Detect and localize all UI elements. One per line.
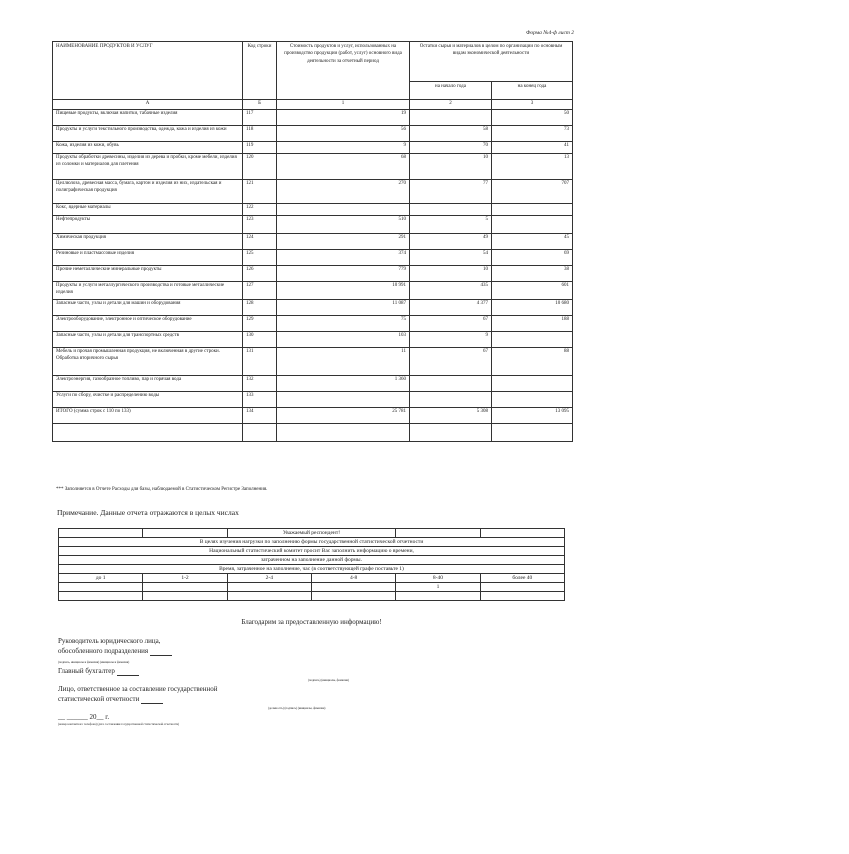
row-value[interactable]: 374 xyxy=(277,250,410,266)
head-caption: (подпись, инициалы и фамилия) (инициалы и фамилия) xyxy=(58,660,130,664)
resp-line-a: Лицо, ответственное за составление государственной xyxy=(58,685,218,693)
form-label: Форма №4-ф лист 2 xyxy=(525,30,574,36)
table-row-empty xyxy=(53,424,573,442)
row-stock-end[interactable]: 707 xyxy=(492,180,573,204)
time-mark-cell[interactable] xyxy=(311,592,395,601)
row-stock-start[interactable]: 70 xyxy=(410,142,492,154)
row-code: 129 xyxy=(243,316,277,332)
table-row xyxy=(53,142,573,154)
row-code: 123 xyxy=(243,216,277,234)
time-option: 2-4 xyxy=(227,574,311,583)
table-row xyxy=(53,392,573,408)
header-name: НАИМЕНОВАНИЕ ПРОДУКТОВ И УСЛУГ xyxy=(53,42,243,100)
column-index: Б xyxy=(243,100,277,110)
row-code: 127 xyxy=(243,282,277,300)
row-stock-end[interactable] xyxy=(492,392,573,408)
row-name: Запасные части, узлы и детали для транспортных средств xyxy=(53,332,243,348)
row-value[interactable] xyxy=(277,392,410,408)
head-line-1: Руководитель юридического лица, xyxy=(58,637,161,645)
head-signature-label xyxy=(58,636,172,656)
column-index: 3 xyxy=(492,100,573,110)
row-stock-start[interactable]: 10 xyxy=(410,266,492,282)
table-row xyxy=(53,126,573,142)
row-name: Прочие неметаллические минеральные продукты xyxy=(53,266,243,282)
table-row xyxy=(53,408,573,424)
time-mark-cell[interactable] xyxy=(311,583,395,592)
accountant-signature-label xyxy=(58,666,139,676)
resp-line-b: статистической отчетности xyxy=(58,695,140,703)
resp-title: Уважаемый респондент! xyxy=(227,529,396,538)
row-name: Запасные части, узлы и детали для машин и оборудования xyxy=(53,300,243,316)
row-code: 120 xyxy=(243,154,277,180)
row-code: 124 xyxy=(243,234,277,250)
resp-empty-cell xyxy=(59,529,143,538)
row-stock-end[interactable]: 601 xyxy=(492,282,573,300)
footnote: *** Заполняется в Отчете Расходы для базы, наблюдаемой в Статистическом Регистре Заполнения. xyxy=(56,487,268,492)
row-name: Мебель и прочая промышленная продукция, не включенная в другие строки. Обработка вторичного сырья xyxy=(53,348,243,376)
row-stock-start[interactable]: 9 xyxy=(410,332,492,348)
time-option: до 1 xyxy=(59,574,143,583)
table-row xyxy=(53,250,573,266)
row-stock-end[interactable] xyxy=(492,216,573,234)
row-value[interactable]: 68 xyxy=(277,154,410,180)
signature-line[interactable] xyxy=(141,696,163,704)
time-mark-cell[interactable] xyxy=(396,592,480,601)
empty-cell xyxy=(410,424,492,442)
row-stock-start[interactable]: 5 xyxy=(410,216,492,234)
row-stock-end[interactable] xyxy=(492,204,573,216)
row-name: Кожа, изделия из кожи, обувь xyxy=(53,142,243,154)
accountant-caption: (подпись) (инициалы, фамилия) xyxy=(308,678,349,682)
row-code: 118 xyxy=(243,126,277,142)
responsible-caption: (должность) (подпись) (инициалы, фамилия) xyxy=(268,706,326,710)
time-option: 1-2 xyxy=(143,574,227,583)
head-line-2: обособленного подразделения xyxy=(58,647,149,655)
row-name: Продукты и услуги металлургического производства и готовые металлические изделия xyxy=(53,282,243,300)
row-name: Целлюлоза, древесная масса, бумага, картон и изделия из них, издательская и полиграфическая продукция xyxy=(53,180,243,204)
row-name: Нефтепродукты xyxy=(53,216,243,234)
header-code: Код строки xyxy=(243,42,277,100)
row-value[interactable]: 1 360 xyxy=(277,376,410,392)
row-code: 122 xyxy=(243,204,277,216)
header-stock-start: на начало года xyxy=(410,82,492,100)
row-name: Химическая продукция xyxy=(53,234,243,250)
resp-line-3: затраченном на заполнение данной формы. xyxy=(59,556,565,565)
table-row xyxy=(53,216,573,234)
row-code: 134 xyxy=(243,408,277,424)
row-stock-start[interactable]: 5 308 xyxy=(410,408,492,424)
resp-empty-cell xyxy=(143,529,227,538)
signature-line[interactable] xyxy=(150,648,172,656)
row-code: 125 xyxy=(243,250,277,266)
responsible-signature-label xyxy=(58,684,218,704)
accountant-label: Главный бухгалтер xyxy=(58,667,115,675)
row-value[interactable]: 10 991 xyxy=(277,282,410,300)
header-value: Стоимость продуктов и услуг, использованных на производство продукции (работ, услуг) основного вида деятельности за отчетный период xyxy=(277,42,410,100)
row-code: 131 xyxy=(243,348,277,376)
table-row xyxy=(53,300,573,316)
table-row xyxy=(53,316,573,332)
column-index: 1 xyxy=(277,100,410,110)
resp-empty-cell xyxy=(396,529,480,538)
row-name: Резиновые и пластмассовые изделия xyxy=(53,250,243,266)
row-stock-end[interactable]: 41 xyxy=(492,142,573,154)
row-name: ИТОГО (сумма строк с 110 по 133) xyxy=(53,408,243,424)
row-stock-end[interactable]: 50 xyxy=(492,110,573,126)
row-stock-end[interactable]: 38 xyxy=(492,266,573,282)
row-stock-start[interactable]: 67 xyxy=(410,348,492,376)
row-stock-end[interactable]: 188 xyxy=(492,316,573,332)
column-index: 2 xyxy=(410,100,492,110)
row-name: Услуги по сбору, очистке и распределению воды xyxy=(53,392,243,408)
row-name: Электрооборудование, электронное и оптическое оборудование xyxy=(53,316,243,332)
time-mark-cell[interactable] xyxy=(143,583,227,592)
column-index: А xyxy=(53,100,243,110)
table-row xyxy=(53,332,573,348)
header-stock-end: на конец года xyxy=(492,82,573,100)
empty-cell xyxy=(277,424,410,442)
thanks-text: Благодарим за предоставленную информацию! xyxy=(241,618,382,626)
row-code: 130 xyxy=(243,332,277,348)
row-value[interactable]: 19 xyxy=(277,110,410,126)
time-mark-cell[interactable] xyxy=(480,592,564,601)
row-stock-end[interactable]: 45 xyxy=(492,234,573,250)
time-option: 4-8 xyxy=(311,574,395,583)
row-value[interactable]: 779 xyxy=(277,266,410,282)
row-code: 126 xyxy=(243,266,277,282)
row-value[interactable]: 291 xyxy=(277,234,410,250)
row-stock-start[interactable] xyxy=(410,376,492,392)
time-mark-cell[interactable] xyxy=(143,592,227,601)
empty-cell xyxy=(243,424,277,442)
table-row xyxy=(53,234,573,250)
row-value[interactable]: 25 781 xyxy=(277,408,410,424)
row-code: 121 xyxy=(243,180,277,204)
table-row xyxy=(53,204,573,216)
products-table xyxy=(52,41,573,442)
row-value[interactable] xyxy=(277,204,410,216)
date-field[interactable]: __ ______ 20__ г. xyxy=(58,713,110,721)
time-mark-cell[interactable] xyxy=(59,592,143,601)
table-row xyxy=(53,376,573,392)
row-stock-end[interactable] xyxy=(492,376,573,392)
row-code: 119 xyxy=(243,142,277,154)
table-row xyxy=(53,110,573,126)
table-row xyxy=(53,266,573,282)
row-code: 117 xyxy=(243,110,277,126)
date-caption: (номер контактного телефона) (дата составления государственной статистической отчетности) xyxy=(58,722,180,726)
row-name: Продукты обработки древесины, изделия из дерева и пробки, кроме мебели, изделия из соломки и материалов для плетения xyxy=(53,154,243,180)
time-mark-cell[interactable]: 1 xyxy=(396,583,480,592)
row-stock-start[interactable] xyxy=(410,204,492,216)
time-option: более 40 xyxy=(480,574,564,583)
row-stock-start[interactable] xyxy=(410,110,492,126)
resp-empty-cell xyxy=(480,529,564,538)
row-name: Кокс, ядерные материалы xyxy=(53,204,243,216)
row-name: Электроэнергия, газообразное топливо, пар и горячая вода xyxy=(53,376,243,392)
table-row xyxy=(53,180,573,204)
row-stock-start[interactable]: 58 xyxy=(410,126,492,142)
resp-line-4: Время, затраченное на заполнение, час (в соответствующей графе поставьте 1) xyxy=(59,565,565,574)
time-option: 8-40 xyxy=(396,574,480,583)
row-code: 132 xyxy=(243,376,277,392)
row-stock-end[interactable] xyxy=(492,332,573,348)
row-value[interactable]: 11 xyxy=(277,348,410,376)
row-stock-end[interactable]: 13 095 xyxy=(492,408,573,424)
row-stock-start[interactable]: 54 xyxy=(410,250,492,266)
respondent-table xyxy=(58,528,565,601)
time-mark-cell[interactable] xyxy=(227,592,311,601)
row-value[interactable]: 103 xyxy=(277,332,410,348)
row-name: Пищевые продукты, включая напитки, табачные изделия xyxy=(53,110,243,126)
time-mark-cell[interactable] xyxy=(59,583,143,592)
table-row xyxy=(53,282,573,300)
row-value[interactable]: 11 087 xyxy=(277,300,410,316)
row-stock-end[interactable]: 73 xyxy=(492,126,573,142)
resp-line-1: В целях изучения нагрузки по заполнению формы государственной статистической отчетности xyxy=(59,538,565,547)
empty-cell xyxy=(53,424,243,442)
row-stock-start[interactable]: 49 xyxy=(410,234,492,250)
row-stock-start[interactable]: 67 xyxy=(410,316,492,332)
empty-cell xyxy=(492,424,573,442)
row-stock-start[interactable]: 77 xyxy=(410,180,492,204)
row-stock-start[interactable]: 10 xyxy=(410,154,492,180)
row-stock-end[interactable]: 69 xyxy=(492,250,573,266)
row-value[interactable]: 510 xyxy=(277,216,410,234)
table-row xyxy=(53,348,573,376)
resp-line-2: Национальный статистический комитет просит Вас заполнить информацию о времени, xyxy=(59,547,565,556)
row-stock-start[interactable]: 4 377 xyxy=(410,300,492,316)
row-value[interactable]: 75 xyxy=(277,316,410,332)
row-value[interactable]: 9 xyxy=(277,142,410,154)
row-stock-start[interactable]: 435 xyxy=(410,282,492,300)
signature-line[interactable] xyxy=(117,668,139,676)
row-stock-end[interactable]: 88 xyxy=(492,348,573,376)
row-stock-start[interactable] xyxy=(410,392,492,408)
row-code: 128 xyxy=(243,300,277,316)
time-mark-cell[interactable] xyxy=(480,583,564,592)
row-value[interactable]: 270 xyxy=(277,180,410,204)
row-stock-end[interactable]: 10 680 xyxy=(492,300,573,316)
row-stock-end[interactable]: 13 xyxy=(492,154,573,180)
time-mark-cell[interactable] xyxy=(227,583,311,592)
header-stock: Остатки сырья и материалов в целом по организации по основным видам экономической деятельности xyxy=(410,42,573,82)
table-row xyxy=(53,154,573,180)
row-code: 133 xyxy=(243,392,277,408)
row-name: Продукты и услуги текстильного производства, одежда, кожа и изделия из кожи xyxy=(53,126,243,142)
row-value[interactable]: 56 xyxy=(277,126,410,142)
note: Примечание. Данные отчета отражаются в целых числах xyxy=(57,508,239,517)
